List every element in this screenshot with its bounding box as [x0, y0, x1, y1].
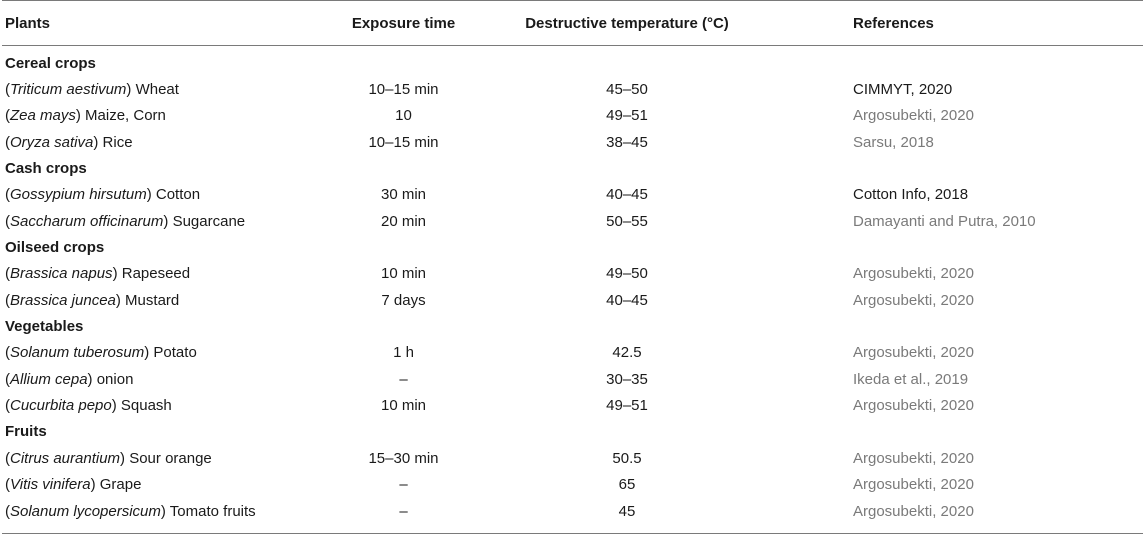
plant-cell: (Vitis vinifera) Grape: [5, 476, 142, 494]
species-name: Saccharum officinarum: [10, 212, 164, 230]
plant-cell: (Allium cepa) onion: [5, 370, 134, 388]
common-name: Rapeseed: [117, 265, 191, 283]
plant-cell: (Solanum lycopersicum) Tomato fruits: [5, 502, 256, 520]
table-row: [2, 287, 1143, 313]
common-name: Sugarcane: [168, 212, 246, 230]
common-name: onion: [92, 370, 134, 388]
table-row: [2, 76, 1143, 102]
table-row: [2, 498, 1143, 524]
common-name: Wheat: [131, 81, 179, 99]
table-row: [2, 103, 1143, 129]
plant-cell: (Saccharum officinarum) Sugarcane: [5, 212, 246, 230]
exposure-time-cell: 30 min: [380, 186, 427, 204]
temperature-cell: 50–55: [606, 212, 648, 230]
reference-cell: Argosubekti, 2020: [853, 449, 974, 467]
common-name: Cotton: [151, 186, 201, 204]
exposure-time-cell: 10 min: [380, 397, 427, 415]
species-name: Oryza sativa: [10, 133, 94, 151]
species-name: Solanum lycopersicum: [10, 502, 161, 520]
species-name: Brassica juncea: [10, 291, 116, 309]
species-name: Gossypium hirsutum: [10, 186, 147, 204]
species-name: Vitis vinifera: [10, 476, 91, 494]
table-row: [2, 472, 1143, 498]
temperature-cell: 65: [618, 476, 636, 494]
species-name: Triticum aestivum: [10, 81, 127, 99]
table-row: [2, 392, 1143, 418]
species-name: Zea mays: [10, 107, 76, 125]
temperature-cell: 49–50: [606, 265, 648, 283]
category-row: [2, 234, 1143, 260]
category-label: Fruits: [5, 423, 47, 441]
category-row: [2, 313, 1143, 339]
temperature-cell: 45: [618, 502, 636, 520]
common-name: Sour orange: [125, 449, 212, 467]
temperature-cell: 45–50: [606, 81, 648, 99]
reference-cell: Argosubekti, 2020: [853, 502, 974, 520]
temperature-cell: 40–45: [606, 186, 648, 204]
temperature-cell: 50.5: [612, 449, 642, 467]
species-name: Solanum tuberosum: [10, 344, 145, 362]
table-header: [2, 1, 1143, 45]
plant-cell: (Cucurbita pepo) Squash: [5, 397, 172, 415]
exposure-time-cell: 7 days: [381, 291, 426, 309]
category-label: Oilseed crops: [5, 239, 105, 257]
exposure-time-cell: –: [399, 502, 408, 520]
plant-cell: (Oryza sativa) Rice: [5, 133, 133, 151]
header-destructive-temperature: Destructive temperature (°C): [525, 14, 729, 32]
bottom-rule: [2, 533, 1143, 534]
exposure-time-cell: 10: [395, 107, 412, 125]
species-name: Citrus aurantium: [10, 449, 121, 467]
table-body: [2, 46, 1143, 524]
common-name: Mustard: [120, 291, 180, 309]
category-row: [2, 419, 1143, 445]
reference-cell: Argosubekti, 2020: [853, 107, 974, 125]
table-row: [2, 261, 1143, 287]
table-row: [2, 445, 1143, 471]
reference-cell: Argosubekti, 2020: [853, 476, 974, 494]
exposure-time-cell: 20 min: [380, 212, 427, 230]
common-name: Potato: [149, 344, 197, 362]
exposure-time-cell: –: [399, 476, 408, 494]
temperature-cell: 49–51: [606, 397, 648, 415]
temperature-cell: 38–45: [606, 133, 648, 151]
plant-cell: (Gossypium hirsutum) Cotton: [5, 186, 201, 204]
common-name: Squash: [116, 397, 172, 415]
reference-cell: Argosubekti, 2020: [853, 291, 974, 309]
reference-cell: Ikeda et al., 2019: [853, 370, 969, 388]
exposure-time-cell: 10–15 min: [368, 133, 439, 151]
table-row: [2, 129, 1143, 155]
reference-cell: Argosubekti, 2020: [853, 265, 974, 283]
common-name: Tomato fruits: [165, 502, 256, 520]
table-row: [2, 208, 1143, 234]
species-name: Cucurbita pepo: [10, 397, 112, 415]
header-plants: Plants: [5, 14, 51, 32]
plant-cell: (Zea mays) Maize, Corn: [5, 107, 166, 125]
common-name: Grape: [95, 476, 142, 494]
table-row: [2, 182, 1143, 208]
reference-cell: Damayanti and Putra, 2010: [853, 212, 1036, 230]
reference-cell: Argosubekti, 2020: [853, 344, 974, 362]
category-label: Cash crops: [5, 160, 87, 178]
species-name: Brassica napus: [10, 265, 113, 283]
exposure-time-cell: 1 h: [393, 344, 414, 362]
plant-cell: (Brassica juncea) Mustard: [5, 291, 180, 309]
reference-cell: Sarsu, 2018: [853, 133, 934, 151]
exposure-time-cell: 10 min: [380, 265, 427, 283]
temperature-cell: 40–45: [606, 291, 648, 309]
reference-cell: CIMMYT, 2020: [853, 81, 953, 99]
plant-cell: (Citrus aurantium) Sour orange: [5, 449, 212, 467]
category-label: Cereal crops: [5, 54, 96, 72]
header-exposure-time: Exposure time: [351, 14, 456, 32]
plant-cell: (Solanum tuberosum) Potato: [5, 344, 197, 362]
table-row: [2, 340, 1143, 366]
category-label: Vegetables: [5, 318, 84, 336]
species-name: Allium cepa: [10, 370, 88, 388]
table-row: [2, 366, 1143, 392]
temperature-cell: 49–51: [606, 107, 648, 125]
category-row: [2, 155, 1143, 181]
exposure-time-cell: –: [399, 370, 408, 388]
plant-cell: (Brassica napus) Rapeseed: [5, 265, 191, 283]
plant-cell: (Triticum aestivum) Wheat: [5, 81, 179, 99]
exposure-time-cell: 15–30 min: [368, 449, 439, 467]
temperature-cell: 30–35: [606, 370, 648, 388]
reference-cell: Argosubekti, 2020: [853, 397, 974, 415]
reference-cell: Cotton Info, 2018: [853, 186, 969, 204]
temperature-cell: 42.5: [612, 344, 642, 362]
header-references: References: [853, 14, 934, 32]
common-name: Maize, Corn: [80, 107, 166, 125]
exposure-time-cell: 10–15 min: [368, 81, 439, 99]
common-name: Rice: [98, 133, 133, 151]
heat-tolerance-table: [2, 0, 1143, 534]
category-row: [2, 50, 1143, 76]
